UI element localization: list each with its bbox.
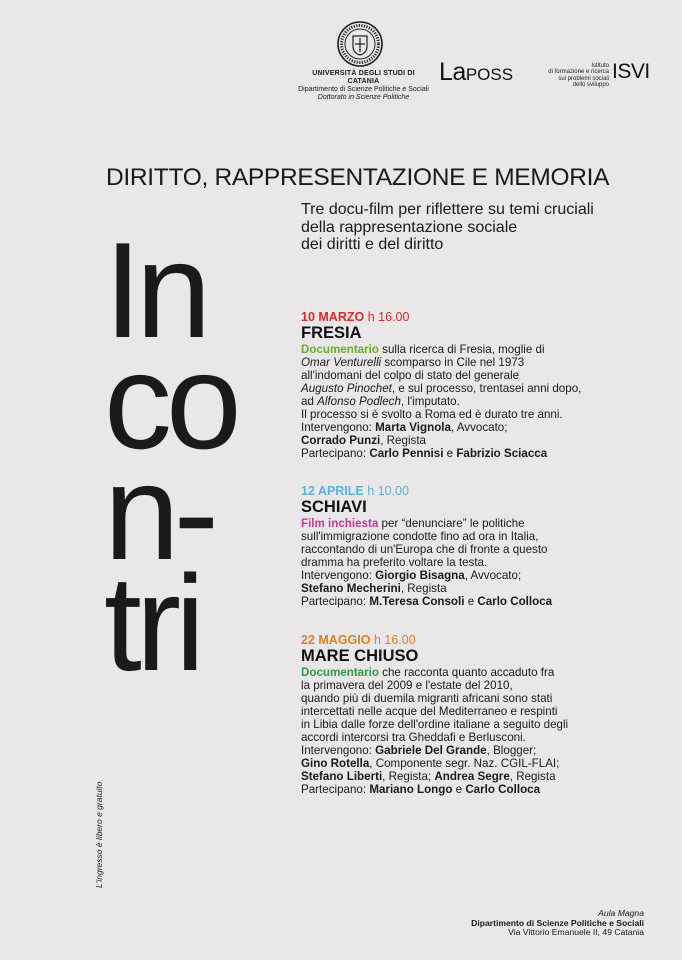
isvi-line3: sui problemi sociali [558, 75, 609, 82]
event-genre: Film inchiesta [301, 517, 379, 530]
event-title: SCHIAVI [301, 498, 367, 516]
event-mare-chiuso [301, 634, 641, 796]
event-date-day: 10 MARZO [301, 310, 365, 324]
event-participants: Partecipano: Mariano Longo e Carlo Colloca [301, 783, 541, 796]
poster-subtitle [301, 201, 594, 254]
event-description: Film inchiesta per “denunciare” le politiche sull'immigrazione condotte fino ad ora in Italia, raccontando di un'Europa che di fronte a questo dramma ha preferito voltare la testa. [301, 517, 548, 569]
university-name [296, 70, 431, 102]
big-word-n: n- [104, 436, 213, 588]
event-participants: Partecipano: M.Teresa Consoli e Carlo Colloca [301, 595, 553, 608]
isvi-description [548, 63, 609, 89]
event-genre: Documentario [301, 343, 379, 356]
subtitle-line1: Tre docu-film per riflettere su temi cruciali [301, 201, 594, 218]
poster-title: DIRITTO, RAPPRESENTAZIONE E MEMORIA [106, 164, 610, 191]
big-word-tri: tri [104, 547, 200, 699]
event-title: MARE CHIUSO [301, 647, 419, 665]
event-genre: Documentario [301, 666, 379, 679]
event-description: Documentario che racconta quanto accaduto fra la primavera del 2009 e l'estate del 2010, quando più di duemila migranti africani sono stati intercettati nelle acque del Mediterraneo e respinti in Libia dalle forze dell'ordine italiane a seguito degli accordi intercorsi tra Gheddafi e Berlusconi. [301, 666, 569, 744]
free-entry-note: L'ingresso è libero e gratuito [94, 781, 104, 888]
event-participants: Partecipano: Carlo Pennisi e Fabrizio Sciacca [301, 447, 548, 460]
event-date-day: 22 MAGGIO [301, 633, 371, 647]
isvi-line4: dello sviluppo [572, 82, 609, 89]
event-speakers: Intervengono: Marta Vignola, Avvocato; Corrado Punzi, Regista [301, 421, 508, 447]
laposs-logo: LaPOSS [439, 58, 514, 86]
big-word-in: In [104, 214, 206, 366]
event-date-hour: h 16.00 [373, 633, 416, 647]
event-fresia [301, 311, 641, 460]
isvi-line2: di formazione e ricerca [548, 69, 609, 76]
event-date [301, 311, 641, 324]
isvi-logo: ISVI [612, 60, 650, 83]
university-line1: UNIVERSITÀ DEGLI STUDI DI CATANIA [312, 70, 415, 85]
event-title: FRESIA [301, 324, 362, 342]
event-speakers: Intervengono: Gabriele Del Grande, Blogger; Gino Rotella, Componente segr. Naz. CGIL-FLAI; Stefano Liberti, Regista; Andrea Segre, Regista [301, 744, 560, 783]
event-description: Documentario sulla ricerca di Fresia, moglie di Omar Venturelli scomparso in Cile nel 1973 all'indomani del colpo di stato del generale Augusto Pinochet, e sul processo, trentasei anni dopo, ad Alfonso Podlech, l'imputato. Il processo si è svolto a Roma ed è durato tre anni. [301, 343, 582, 421]
event-schiavi [301, 485, 641, 608]
event-date-day: 12 APRILE [301, 484, 364, 498]
subtitle-line3: dei diritti e del diritto [301, 236, 444, 253]
event-date [301, 485, 641, 498]
venue-room: Aula Magna [598, 908, 644, 918]
university-seal-logo [336, 20, 384, 68]
venue-department: Dipartimento di Scienze Politiche e Sociali [471, 917, 644, 928]
event-date-hour: h 16.00 [367, 310, 410, 324]
university-line2: Dipartimento di Scienze Politiche e Sociali [298, 86, 429, 93]
isvi-line1: Istituto [591, 63, 609, 69]
subtitle-line2: della rappresentazione sociale [301, 218, 518, 236]
university-line3: Dottorato in Scienze Politiche [317, 94, 410, 101]
event-date [301, 634, 641, 647]
event-date-hour: h 10.00 [367, 484, 409, 498]
venue-address: Via Vittorio Emanuele II, 49 Catania [508, 927, 644, 938]
big-word-co: co [104, 325, 236, 477]
event-speakers: Intervengono: Giorgio Bisagna, Avvocato; Stefano Mecherini, Regista [301, 569, 522, 595]
venue-info [471, 909, 644, 938]
